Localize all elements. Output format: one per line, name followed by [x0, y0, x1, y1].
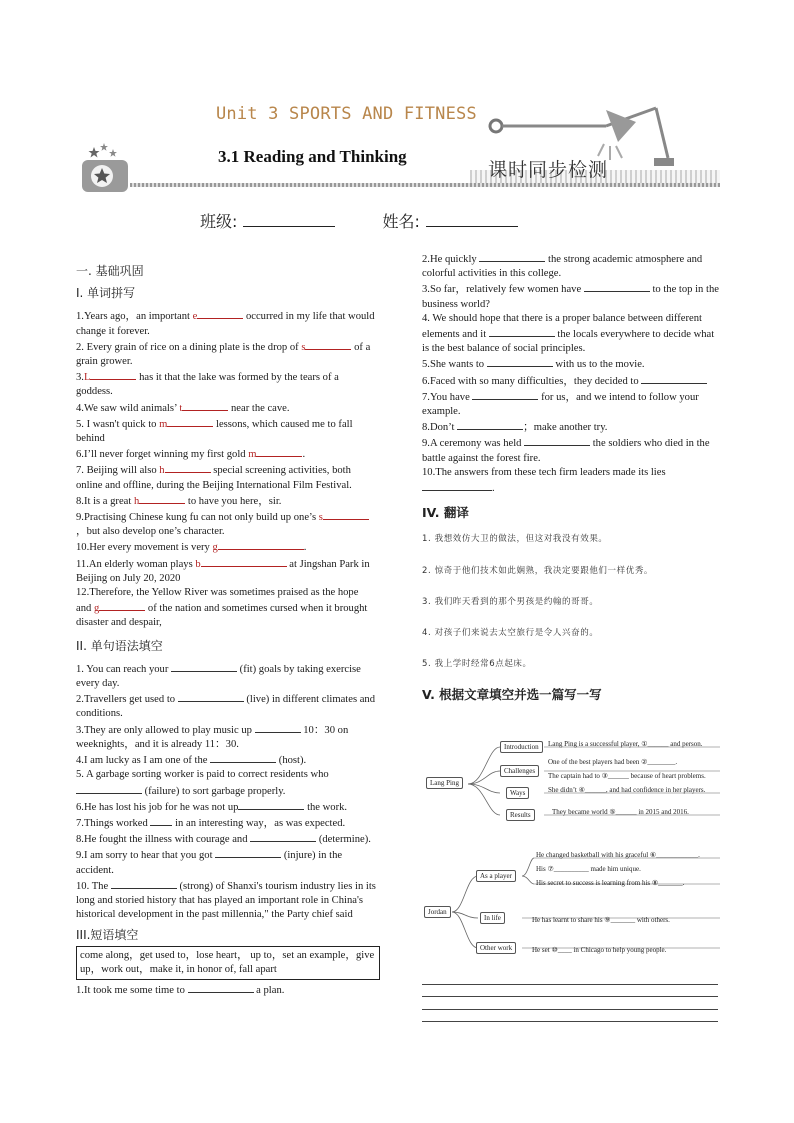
spelling-item	[76, 400, 376, 416]
part-title: II. 单句语法填空	[76, 638, 163, 653]
item-text: 2. Every grain of rice on a dining plate is the drop of	[76, 341, 302, 353]
phrase-item	[422, 251, 722, 281]
item-text: 8.He fought the illness with courage and	[76, 834, 251, 846]
item-text: .	[303, 542, 307, 554]
grammar-item	[76, 661, 376, 691]
item-text: 5. I wasn't quick to	[76, 418, 160, 430]
grammar-item	[76, 815, 376, 831]
item-text: 12.Therefore, the Yellow River was sometimes praised as the hope and	[76, 587, 359, 615]
answer-blank[interactable]	[215, 847, 281, 858]
answer-blank[interactable]	[472, 389, 538, 400]
item-text: (injure) in the accident.	[76, 850, 343, 876]
item-text: 2.Travellers get used to	[76, 694, 178, 706]
map-root: Lang Ping	[426, 777, 463, 789]
item-text: 10：30 on weeknights，and it is already 11：30.	[76, 724, 349, 750]
spelling-item	[76, 539, 376, 555]
answer-blank[interactable]	[457, 419, 523, 430]
item-text: 1.It took me some time to	[76, 984, 188, 996]
answer-blank[interactable]	[197, 308, 243, 319]
hint-letter: h	[133, 495, 140, 507]
writing-line[interactable]	[422, 972, 718, 985]
answer-blank[interactable]	[305, 339, 351, 350]
map-text: He set ⑩____ in Chicago to help young people.	[532, 946, 667, 954]
section-title: IV. 翻译	[422, 505, 469, 521]
item-text: of a grain grower.	[76, 341, 371, 368]
answer-blank[interactable]	[238, 799, 304, 810]
translation-item: 4. 对孩子们来说去太空旅行是令人兴奋的。	[422, 628, 599, 639]
item-text: of the nation and sometimes cursed when it brought disaster and despair,	[76, 603, 368, 629]
phrase-item	[422, 435, 722, 465]
writing-lines[interactable]	[422, 972, 718, 1022]
spelling-item	[76, 509, 376, 539]
unit-title: Unit 3 SPORTS AND FITNESS	[216, 104, 477, 124]
spelling-item	[76, 446, 376, 462]
answer-blank[interactable]	[524, 435, 590, 446]
item-text: the soldiers who died in the battle against the forest fire.	[422, 438, 710, 464]
item-text: 10.Her every movement is very	[76, 542, 213, 554]
item-text: has it that the lake was formed by the tears of a goddess.	[76, 372, 339, 398]
map-branch: Challenges	[500, 765, 539, 777]
item-text: (determine).	[316, 834, 371, 846]
item-text: 7. Beijing will also	[76, 465, 160, 477]
map-text: She didn’t ④______, and had confidence in her players.	[548, 786, 706, 794]
hint-letter: m	[159, 418, 168, 430]
item-text: ；make another try.	[523, 422, 608, 434]
spelling-list	[76, 308, 376, 630]
answer-blank[interactable]	[171, 661, 237, 672]
spelling-item	[76, 493, 376, 509]
item-text: 2.He quickly	[422, 254, 480, 265]
item-text: 5. A garbage sorting worker is paid to correct residents who	[76, 769, 329, 781]
header-graphic	[80, 143, 130, 193]
item-text: .	[492, 483, 495, 495]
item-text: a plan.	[253, 984, 285, 996]
answer-blank[interactable]	[90, 369, 136, 380]
writing-line[interactable]	[422, 985, 718, 998]
item-text: 9.A ceremony was held	[422, 438, 525, 450]
banner-tag: 课时同步检测	[488, 159, 609, 181]
hint-letter: g	[93, 603, 100, 615]
item-text: 6.He has lost his job for he was not up	[76, 801, 239, 813]
left-column	[76, 258, 376, 998]
item-text: .	[302, 449, 306, 461]
spelling-item	[76, 308, 376, 338]
map-text: They became world ⑤______ in 2015 and 2016.	[552, 808, 689, 816]
section-title: V. 根据文章填空并选一篇写一写	[422, 687, 602, 703]
header-divider	[130, 183, 720, 187]
item-text: (failure) to sort garbage properly.	[142, 785, 286, 797]
item-text: 6.I’ll never forget winning my first gold	[76, 449, 249, 461]
map-text: His ⑦__________ made him unique.	[536, 865, 641, 873]
hint-letter: m	[248, 449, 257, 461]
phrase-item	[422, 373, 722, 389]
hint-letter: b	[195, 558, 201, 570]
grammar-item	[76, 799, 376, 815]
hint-letter: g	[212, 542, 218, 554]
item-text: 4. We should hope that there is a proper balance between different elements and it	[422, 312, 702, 341]
answer-blank[interactable]	[165, 462, 211, 473]
class-name-row	[200, 209, 518, 232]
map-text: His secret to success is learning from his ⑧_______.	[536, 879, 685, 887]
answer-blank[interactable]	[178, 691, 244, 702]
phrase-item	[76, 982, 376, 998]
map-text: The captain had to ③______ because of heart problems.	[548, 772, 706, 780]
answer-blank[interactable]	[323, 509, 369, 520]
grammar-item	[76, 768, 376, 798]
item-text: 8.Don’t	[422, 422, 458, 434]
map-text: Lang Ping is a successful player, ①______ and person.	[548, 740, 703, 748]
hint-letter: h	[159, 465, 165, 477]
item-text: 8.It is a great	[76, 495, 134, 507]
answer-blank[interactable]	[422, 480, 492, 491]
answer-blank[interactable]	[256, 446, 302, 457]
phrase-list	[76, 982, 376, 998]
item-text: 3.	[76, 372, 84, 384]
translation-item: 5. 我上学时经常6点起床。	[422, 659, 532, 670]
lesson-title: 3.1 Reading and Thinking	[218, 147, 407, 166]
section-title: 一. 基础巩固	[76, 264, 144, 278]
translation-item: 1. 我想效仿大卫的做法，但这对我没有效果。	[422, 534, 608, 545]
writing-line[interactable]	[422, 1010, 718, 1023]
map-branch: Other work	[476, 942, 516, 954]
item-text: in an interesting way，as was expected.	[172, 817, 346, 829]
grammar-item	[76, 752, 376, 768]
translation-list	[422, 532, 722, 671]
item-text: for us，and we intend to follow your example.	[422, 391, 699, 418]
grammar-list	[76, 661, 376, 922]
spelling-item	[76, 369, 376, 399]
item-text: (host).	[276, 755, 307, 767]
map-root: Jordan	[424, 906, 451, 918]
spelling-item	[76, 339, 376, 369]
map-text: He changed basketball with his graceful ⑥____________.	[536, 851, 700, 859]
item-text: at Jingshan Park in Beijing on July 20, 2020	[76, 558, 370, 584]
hint-letter: L	[83, 372, 91, 384]
item-text: 1.Years ago，an important	[76, 311, 193, 323]
hint-letter: s	[301, 341, 306, 353]
map-branch: In life	[480, 912, 505, 924]
item-text: lessons, which caused me to fall behind	[76, 418, 353, 445]
item-text: 1. You can reach your	[76, 663, 172, 675]
answer-blank[interactable]	[487, 356, 553, 367]
item-text: 11.An elderly woman plays	[76, 558, 196, 570]
item-text: with us to the movie.	[552, 359, 645, 371]
phrase-item	[422, 356, 722, 372]
phrase-item	[422, 466, 722, 496]
item-text: (strong) of Shanxi's tourism industry lies in its long and storied history that has played an important role in China's historical development in the past millennia," the Party chief said	[76, 880, 376, 921]
item-text: 4.We saw wild animals’	[76, 402, 180, 414]
part-title: I. 单词拼写	[76, 286, 136, 301]
phrase-item	[422, 281, 722, 311]
class-field[interactable]	[243, 212, 335, 227]
spelling-item	[76, 462, 376, 492]
map-text: One of the best players had been ②________.	[548, 758, 678, 766]
grammar-item	[76, 878, 376, 923]
item-text: special screening activities, both online and offline, during the Beijing International Film Festival.	[76, 465, 352, 491]
right-column	[422, 251, 722, 711]
phrase-list	[422, 251, 722, 496]
item-text: 9.I am sorry to hear that you got	[76, 850, 216, 862]
writing-line[interactable]	[422, 997, 718, 1010]
map-text: He has learnt to share his ⑨_______ with others.	[532, 916, 670, 924]
item-text: to the top in the business world?	[422, 284, 719, 310]
answer-blank[interactable]	[250, 831, 316, 842]
item-text: 5.She wants to	[422, 359, 487, 371]
answer-blank[interactable]	[489, 326, 555, 337]
grammar-item	[76, 722, 376, 752]
hint-letter: s	[318, 512, 323, 524]
map-branch: Introduction	[500, 741, 543, 753]
item-text: the strong academic atmosphere and colorful activities in this college.	[422, 254, 703, 280]
answer-blank[interactable]	[99, 600, 145, 611]
spelling-item	[76, 416, 376, 446]
grammar-item	[76, 831, 376, 847]
grammar-item	[76, 847, 376, 877]
answer-blank[interactable]	[201, 556, 287, 567]
spelling-item	[76, 556, 376, 586]
translation-item: 3. 我们昨天看到的那个男孩是约翰的哥哥。	[422, 596, 599, 607]
mind-map-lang-ping	[422, 735, 722, 827]
answer-blank[interactable]	[218, 539, 304, 550]
item-text: 10.The answers from these tech firm leaders made its lies	[422, 466, 666, 478]
item-text: 4.I am lucky as I am one of the	[76, 755, 211, 767]
name-label: 姓名:	[382, 212, 420, 231]
answer-blank[interactable]	[255, 722, 301, 733]
spelling-item	[76, 586, 376, 631]
part-title: III.短语填空	[76, 928, 139, 943]
item-text: 3.So far，relatively few women have	[422, 284, 584, 296]
translation-item: 2. 惊奇于他们技术如此娴熟，我决定要跟他们一样优秀。	[422, 565, 654, 576]
hint-letter: t	[179, 402, 183, 414]
phrase-item	[422, 419, 722, 435]
item-text: 9.Practising Chinese kung fu can not only build up one’s	[76, 512, 319, 524]
star-badge-icon	[80, 143, 130, 193]
item-text: 7.Things worked	[76, 817, 151, 829]
item-text: 7.You have	[422, 391, 473, 403]
mind-map-jordan	[422, 848, 722, 964]
answer-blank[interactable]	[139, 493, 185, 504]
phrase-item	[422, 389, 722, 419]
item-text: (live) in different climates and conditions.	[76, 694, 376, 720]
answer-blank[interactable]	[479, 251, 545, 262]
item-text: the locals everywhere to decide what is the best balance of social principles.	[422, 329, 715, 355]
answer-blank[interactable]	[188, 982, 254, 993]
name-field[interactable]	[426, 212, 518, 227]
hint-letter: e	[192, 311, 198, 323]
item-text: 3.They are only allowed to play music up	[76, 724, 255, 736]
answer-blank[interactable]	[76, 783, 142, 794]
item-text: near the cave.	[228, 402, 290, 414]
phrase-box: come along，get used to，lose heart， up to，set an example，give up，work out，make it, in honor of, fall apart	[76, 946, 380, 980]
answer-blank[interactable]	[150, 815, 172, 826]
class-label: 班级:	[200, 212, 238, 231]
map-branch: Results	[506, 809, 535, 821]
answer-blank[interactable]	[210, 752, 276, 763]
item-text: to have you here，sir.	[185, 495, 282, 507]
item-text: (fit) goals by taking exercise every day.	[76, 663, 361, 690]
map-branch: As a player	[476, 870, 516, 882]
phrase-item	[422, 312, 722, 357]
answer-blank[interactable]	[584, 281, 650, 292]
item-text: ，but also develop one’s character.	[76, 526, 225, 538]
grammar-item	[76, 691, 376, 721]
answer-blank[interactable]	[182, 400, 228, 411]
answer-blank[interactable]	[111, 878, 177, 889]
item-text: 10. The	[76, 880, 111, 892]
item-text: 6.Faced with so many difficulties，they decided to	[422, 375, 642, 387]
answer-blank[interactable]	[641, 373, 707, 384]
map-branch: Ways	[506, 787, 529, 799]
item-text: occurred in my life that would change it forever.	[76, 311, 375, 337]
answer-blank[interactable]	[167, 416, 213, 427]
item-text: the work.	[304, 801, 348, 813]
